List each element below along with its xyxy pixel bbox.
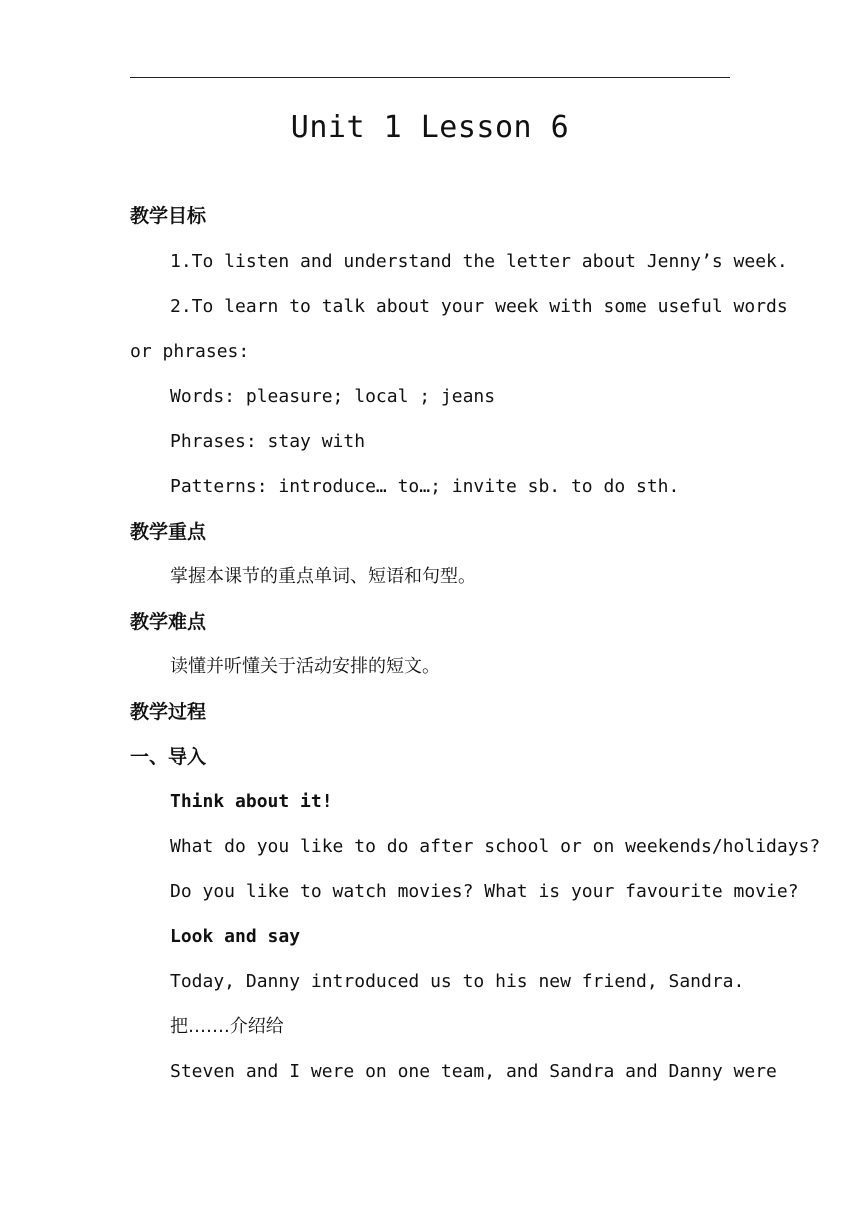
question-2: Do you like to watch movies? What is your favourite movie?: [170, 881, 799, 902]
objective-2-line-2: or phrases:: [130, 341, 250, 362]
sentence-1: Today, Danny introduced us to his new friend, Sandra.: [170, 971, 745, 992]
look-and-say-heading: Look and say: [170, 926, 301, 947]
objectives-heading: 教学目标: [130, 205, 207, 227]
sentence-1-note: 把…….介绍给: [170, 1016, 284, 1037]
process-heading: 教学过程: [130, 701, 207, 723]
think-about-it-heading: Think about it!: [170, 791, 333, 812]
objective-1: 1.To listen and understand the letter about Jenny’s week.: [170, 251, 788, 272]
question-1: What do you like to do after school or on weekends/holidays?: [170, 836, 821, 857]
difficulties-text: 读懂并听懂关于活动安排的短文。: [170, 656, 440, 677]
document-page: [130, 0, 821, 1216]
words-line: Words: pleasure; local ; jeans: [170, 386, 496, 407]
page-title: Unit 1 Lesson 6: [290, 110, 570, 145]
phrases-line: Phrases: stay with: [170, 431, 366, 452]
patterns-line: Patterns: introduce… to…; invite sb. to do sth.: [170, 476, 680, 497]
sentence-2-line-1: Steven and I were on one team, and Sandra and Danny were: [170, 1061, 777, 1082]
key-points-heading: 教学重点: [130, 521, 207, 543]
objective-2-line-1: 2.To learn to talk about your week with some useful words: [170, 296, 788, 317]
difficulties-heading: 教学难点: [130, 611, 207, 633]
intro-heading: 一、导入: [130, 746, 207, 768]
key-points-text: 掌握本课节的重点单词、短语和句型。: [170, 566, 476, 587]
header-rule: [130, 77, 730, 78]
